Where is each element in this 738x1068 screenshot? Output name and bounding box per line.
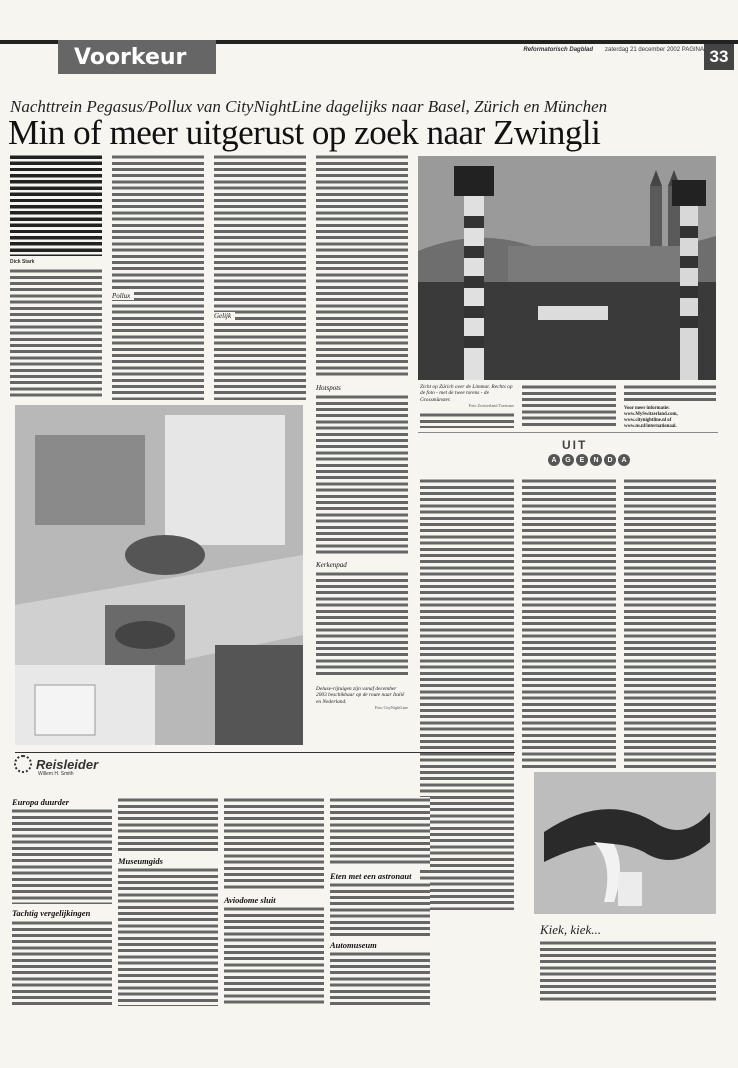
- contact-info: Voor meer informatie: www.MySwitzerland.com, www.citynightline.nl of www.ns.nl/internationaal.: [624, 406, 678, 429]
- agenda-letter: A: [618, 454, 630, 466]
- subhead-kerkenpad: Kerkenpad: [316, 561, 351, 569]
- zurich-caption-credit: Foto Zwitserland Toerisme: [468, 403, 514, 409]
- paper-name: Reformatorisch Dagblad: [523, 47, 594, 53]
- train-photo-illustration: [15, 405, 303, 745]
- uit-rule: [418, 432, 718, 433]
- reis-head-tachtig: Tachtig vergelijkingen: [12, 908, 93, 918]
- article-column-4b: [316, 394, 408, 556]
- reis-head-aviodome: Aviodome sluit: [224, 895, 279, 905]
- reis-column-4c: [330, 951, 430, 1006]
- agenda-letter: N: [590, 454, 602, 466]
- stork-title: Kiek, kiek...: [540, 922, 601, 937]
- agenda-column-1: [420, 478, 514, 910]
- stork-text: [540, 940, 716, 1002]
- reis-rule: [15, 752, 515, 753]
- reis-author: Willem H. Smith: [38, 771, 74, 777]
- subhead-gelijk: Gelijk: [214, 312, 235, 320]
- reis-column-2b: [118, 867, 218, 1006]
- reis-column-3: [224, 797, 324, 891]
- reis-column-4: [330, 797, 430, 867]
- article-column-4c: [316, 571, 408, 677]
- reis-column-1: [12, 808, 112, 904]
- article-column-2: [112, 154, 204, 400]
- train-caption-credit: Foto CityNightLine: [374, 705, 408, 711]
- article-headline: Min of meer uitgerust op zoek naar Zwingli: [8, 113, 601, 152]
- article-byline: Dick Stark: [10, 259, 35, 265]
- train-caption-text: Deluxe-rijtuigen zijn vanaf december 2003 beschikbaar op de route naar Italië en Nederland.: [316, 686, 405, 705]
- subhead-hotspots: Hotspots: [316, 384, 345, 392]
- agenda-badges: [548, 454, 630, 466]
- agenda-letter: D: [604, 454, 616, 466]
- reis-column-4b: [330, 882, 430, 936]
- article-column-5: [420, 412, 514, 428]
- subhead-pollux: Pollux: [112, 292, 134, 300]
- page-number: 33: [704, 44, 734, 70]
- article-column-1: [10, 268, 102, 398]
- agenda-letter: E: [576, 454, 588, 466]
- reis-column-1b: [12, 920, 112, 1006]
- reis-column-2: [118, 797, 218, 853]
- agenda-column-2: [522, 478, 616, 768]
- issue-date: zaterdag 21 december 2002 PAGINA: [605, 47, 704, 53]
- reis-title: Reisleider: [36, 756, 99, 772]
- article-column-4: [316, 154, 408, 376]
- stork-illustration: [534, 772, 716, 914]
- agenda-letter: G: [562, 454, 574, 466]
- reis-column-3b: [224, 906, 324, 1006]
- reis-head-astronaut: Eten met een astronaut: [330, 871, 414, 881]
- train-caption: [316, 686, 408, 712]
- zurich-photo: [418, 156, 716, 380]
- zurich-caption-text: Zicht op Zürich over de Limmat. Rechts op de foto - met de twee torens - de Grossmünster.: [420, 384, 513, 403]
- zurich-caption: [420, 384, 514, 410]
- header-meta: [523, 47, 704, 53]
- article-kicker: Nachttrein Pegasus/Pollux van CityNightLine dagelijks naar Basel, Zürich en München: [10, 97, 608, 116]
- agenda-letter: A: [548, 454, 560, 466]
- section-tab: Voorkeur: [58, 40, 216, 74]
- article-lead: [10, 154, 102, 256]
- reis-head-automuseum: Automuseum: [330, 940, 380, 950]
- article-column-7: [624, 384, 716, 402]
- article-column-6: [522, 384, 616, 428]
- uit-title: UIT: [562, 438, 588, 452]
- reis-head-museumgids: Museumgids: [118, 856, 166, 866]
- reis-head-europa: Europa duurder: [12, 797, 72, 807]
- sun-icon: [14, 755, 32, 773]
- agenda-column-3: [624, 478, 716, 768]
- train-photo: [15, 405, 303, 745]
- article-column-3: [214, 154, 306, 400]
- stork-photo: [534, 772, 716, 914]
- zurich-photo-illustration: [418, 156, 716, 380]
